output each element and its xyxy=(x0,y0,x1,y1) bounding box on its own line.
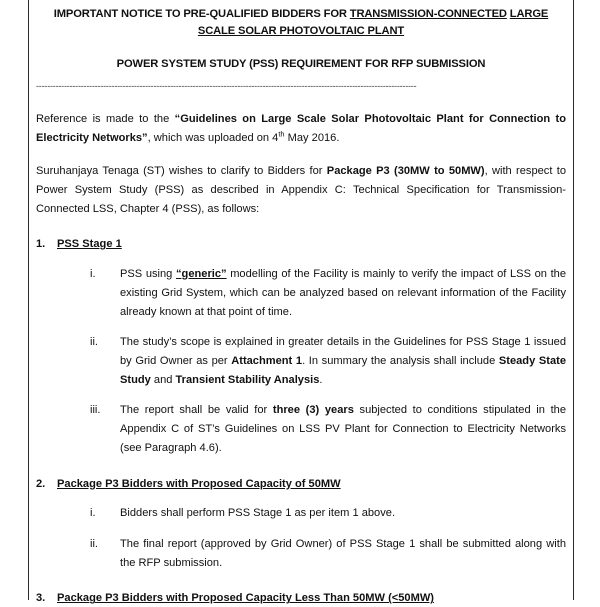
horizontal-divider: ---------------------------------------------------------------------------------------------------------------------------------------- xyxy=(36,81,417,91)
paragraph-segment: Reference is made to the xyxy=(36,112,175,125)
list-item-marker: i. xyxy=(90,267,96,280)
list-item-marker: ii. xyxy=(90,538,99,551)
text-segment: . xyxy=(319,374,323,387)
section-title: Package P3 Bidders with Proposed Capacity of 50MW xyxy=(57,477,341,490)
page-border-left xyxy=(28,0,29,600)
text-segment-bold: Steady State Study xyxy=(120,355,566,387)
list-item-text xyxy=(120,265,566,322)
paragraph-segment-superscript: th xyxy=(278,129,285,139)
text-segment: and xyxy=(150,374,176,387)
list-item xyxy=(36,504,566,523)
document-content xyxy=(36,0,566,607)
text-segment: subjected to conditions stipulated in the Appendix C of ST’s Guidelines on LSS PV Plant for Connection to Electricity Networks (see Paragraph 4.6). xyxy=(120,404,566,455)
list-item-text xyxy=(120,333,566,390)
list-item-text: Bidders shall perform PSS Stage 1 as per item 1 above. xyxy=(120,507,396,520)
list-item xyxy=(36,333,566,390)
list-item-marker: ii. xyxy=(90,336,99,349)
list-item xyxy=(36,401,566,458)
text-segment: . In summary the analysis shall include xyxy=(302,355,499,368)
section-heading-2 xyxy=(36,476,566,493)
paragraph-segment-bold: “Guidelines on Large Scale Solar Photovoltaic Plant for Connection to Electricity Networks” xyxy=(36,112,566,144)
document-title xyxy=(36,6,566,39)
text-segment-bold: three (3) years xyxy=(272,404,354,417)
document-subtitle: POWER SYSTEM STUDY (PSS) REQUIREMENT FOR RFP SUBMISSION xyxy=(116,58,486,71)
list-item-marker: iii. xyxy=(90,404,101,417)
section-number: 2. xyxy=(36,477,46,490)
text-segment: PSS using xyxy=(120,267,176,280)
paragraph-segment: Suruhanjaya Tenaga (ST) wishes to clarify to Bidders for xyxy=(36,164,327,177)
section-number: 3. xyxy=(36,592,46,605)
clarification-paragraph xyxy=(36,162,566,219)
paragraph-segment-bold: Package P3 (30MW to 50MW) xyxy=(326,164,485,177)
list-item xyxy=(36,265,566,322)
document-title-underlined-2: LARGE SCALE SOLAR PHOTOVOLTAIC PLANT xyxy=(197,8,549,37)
document-title-underlined-1: TRANSMISSION-CONNECTED xyxy=(349,8,507,20)
section-title: PSS Stage 1 xyxy=(57,238,122,251)
list-item xyxy=(36,535,566,573)
document-title-plain: IMPORTANT NOTICE TO PRE-QUALIFIED BIDDERS FOR xyxy=(53,8,350,20)
list-item-text: The final report (approved by Grid Owner) of PSS Stage 1 shall be submitted along with the RFP submission. xyxy=(120,538,566,570)
text-segment-bold-underline: “generic” xyxy=(176,267,227,280)
section-heading-3 xyxy=(36,590,566,607)
list-item-marker: i. xyxy=(90,507,96,520)
text-segment-bold: Transient Stability Analysis xyxy=(175,374,320,387)
section-heading-1 xyxy=(36,236,566,253)
text-segment: The report shall be valid for xyxy=(120,404,273,417)
list-item-text xyxy=(120,401,566,458)
paragraph-segment: May 2016. xyxy=(284,131,340,144)
paragraph-segment: , which was uploaded on 4 xyxy=(147,131,279,144)
section-title: Package P3 Bidders with Proposed Capacity Less Than 50MW (<50MW) xyxy=(57,592,434,605)
text-segment: The study’s scope is explained in greater details in the Guidelines for PSS Stage 1 issued by Grid Owner as per xyxy=(120,336,566,368)
text-segment-bold: Attachment 1 xyxy=(231,355,303,368)
section-number: 1. xyxy=(36,238,46,251)
paragraph-segment: , with respect to Power System Study (PSS) as described in Appendix C: Technical Specification for Transmission-Connected LSS, Chapter 4 (PSS), as follows: xyxy=(36,164,566,216)
reference-paragraph xyxy=(36,110,566,148)
page-border-right xyxy=(573,0,574,600)
text-segment: modelling of the Facility is mainly to verify the impact of LSS on the existing Grid System, which can be analyzed based on relevant information of the Facility already known at that point of time. xyxy=(120,267,567,319)
